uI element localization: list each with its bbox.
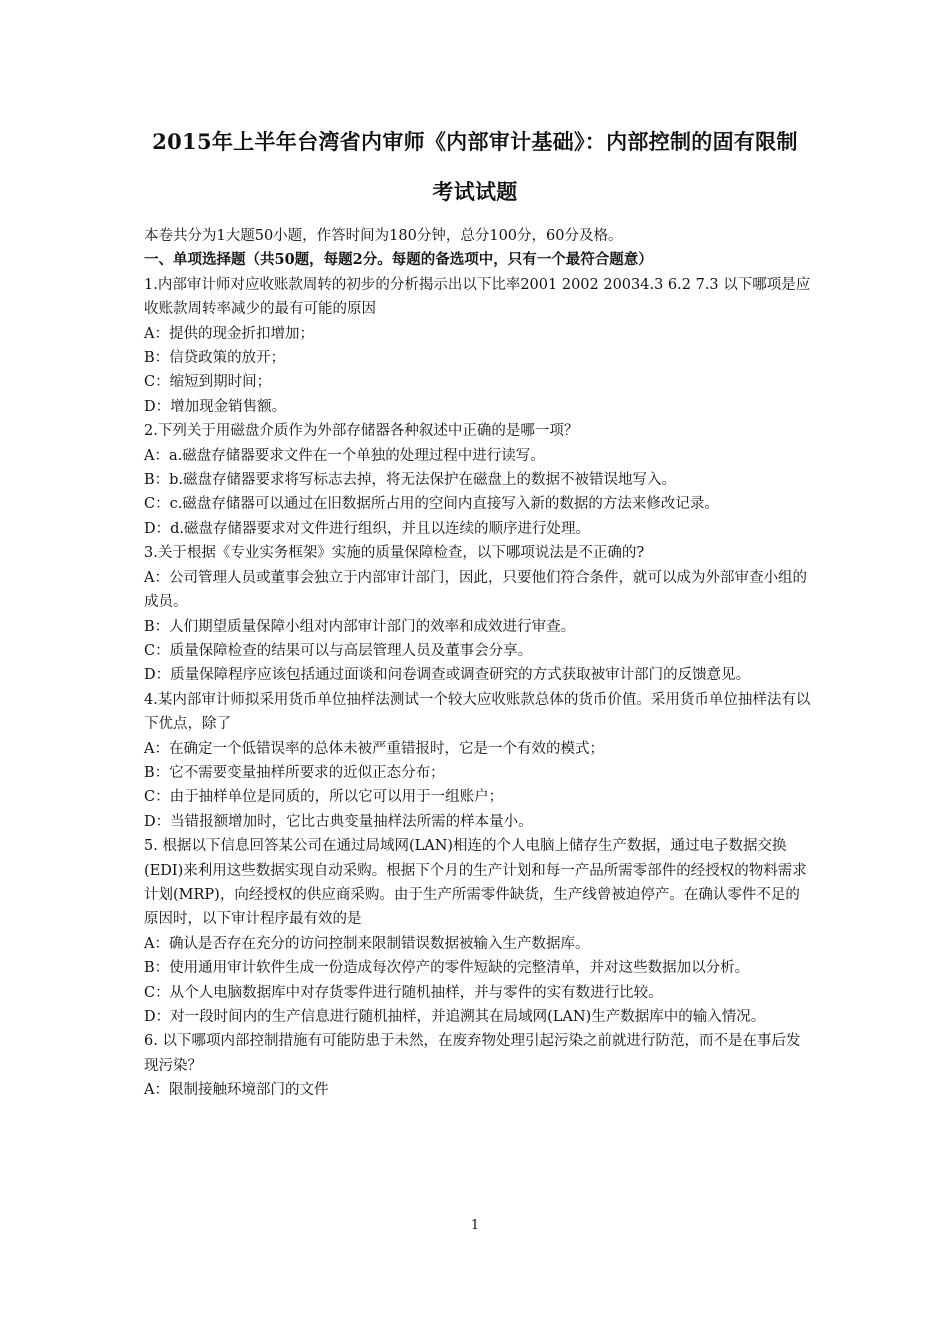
exam-intro: 本卷共分为1大题50小题，作答时间为180分钟，总分100分，60分及格。: [144, 228, 623, 244]
question-stem: 3.关于根据《专业实务框架》实施的质量保障检查，以下哪项说法是不正确的?: [144, 545, 645, 562]
question-stem: 1.内部审计师对应收账款周转的初步的分析揭示出以下比率2001 2002 20034.3 6.2 7.3 以下哪项是应收账款周转率减少的最有可能的原因: [144, 276, 811, 318]
document-title-line-1: 2015年上半年台湾省内审师《内部审计基础》：内部控制的固有限制: [152, 129, 798, 154]
question-stem: 5. 根据以下信息回答某公司在通过局域网(LAN)相连的个人电脑上储存生产数据，通过电子数据交换(EDI)来利用这些数据实现自动采购。根据下个月的生产计划和每一产品所需零部件的经授权的物料需求计划(MRP)，向经授权的供应商采购。由于生产所需零件缺货，生产线曾被迫停产。在确认零件不足的原因时，以下审计程序最有效的是: [144, 838, 807, 928]
question-stem: 2.下列关于用磁盘介质作为外部存储器各种叙述中正确的是哪一项？: [144, 423, 579, 440]
answer-option: C：缩短到期时间；: [144, 374, 272, 391]
question-stem: 6. 以下哪项内部控制措施有可能防患于未然，在废弃物处理引起污染之前就进行防范，而不是在事后发现污染？: [144, 1033, 801, 1074]
section-heading: 一、单项选择题（共50题，每题2分。每题的备选项中，只有一个最符合题意）: [144, 251, 653, 269]
answer-option: B：信贷政策的放开；: [144, 350, 286, 367]
answer-option: A：在确定一个低错误率的总体未被严重错报时，它是一个有效的模式；: [144, 740, 604, 757]
answer-option: C：c.磁盘存储器可以通过在旧数据所占用的空间内直接写入新的数据的方法来修改记录。: [144, 496, 719, 513]
answer-option: B：使用通用审计软件生成一份造成每次停产的零件短缺的完整清单，并对这些数据加以分析。: [144, 960, 750, 977]
answer-option: C：从个人电脑数据库中对存货零件进行随机抽样，并与零件的实有数进行比较。: [144, 984, 663, 1001]
document-title-line-2: 考试试题: [432, 179, 518, 204]
answer-option: A：提供的现金折扣增加；: [144, 325, 314, 342]
answer-option: A：限制接触环境部门的文件: [144, 1082, 329, 1099]
page-number: 1: [470, 1218, 480, 1233]
answer-option: A：确认是否存在充分的访问控制来限制错误数据被输入生产数据库。: [144, 935, 590, 952]
answer-option: C：质量保障检查的结果可以与高层管理人员及董事会分享。: [144, 642, 533, 659]
answer-option: B：人们期望质量保障小组对内部审计部门的效率和成效进行审查。: [144, 618, 576, 635]
answer-option: D：增加现金销售额。: [144, 398, 287, 415]
answer-option: B：b.磁盘存储器要求将写标志去掉，将无法保护在磁盘上的数据不被错误地写入。: [144, 472, 677, 489]
answer-option: B：它不需要变量抽样所要求的近似正态分布；: [144, 764, 445, 781]
answer-option: D：质量保障程序应该包括通过面谈和问卷调查或调查研究的方式获取被审计部门的反馈意见。: [144, 667, 751, 684]
document-body: [144, 224, 814, 1103]
answer-option: D：对一段时间内的生产信息进行随机抽样，并追溯其在局域网(LAN)生产数据库中的输入情况。: [144, 1009, 766, 1025]
answer-option: A：公司管理人员或董事会独立于内部审计部门，因此，只要他们符合条件，就可以成为外部审查小组的成员。: [144, 569, 807, 611]
answer-option: D：d.磁盘存储器要求对文件进行组织，并且以连续的顺序进行处理。: [144, 520, 591, 537]
answer-option: A：a.磁盘存储器要求文件在一个单独的处理过程中进行读写。: [144, 447, 545, 464]
answer-option: D：当错报额增加时，它比古典变量抽样法所需的样本量小。: [144, 813, 533, 830]
answer-option: C：由于抽样单位是同质的，所以它可以用于一组账户；: [144, 789, 504, 806]
question-stem: 4.某内部审计师拟采用货币单位抽样法测试一个较大应收账款总体的货币价值。采用货币单位抽样法有以下优点，除了: [144, 691, 811, 733]
